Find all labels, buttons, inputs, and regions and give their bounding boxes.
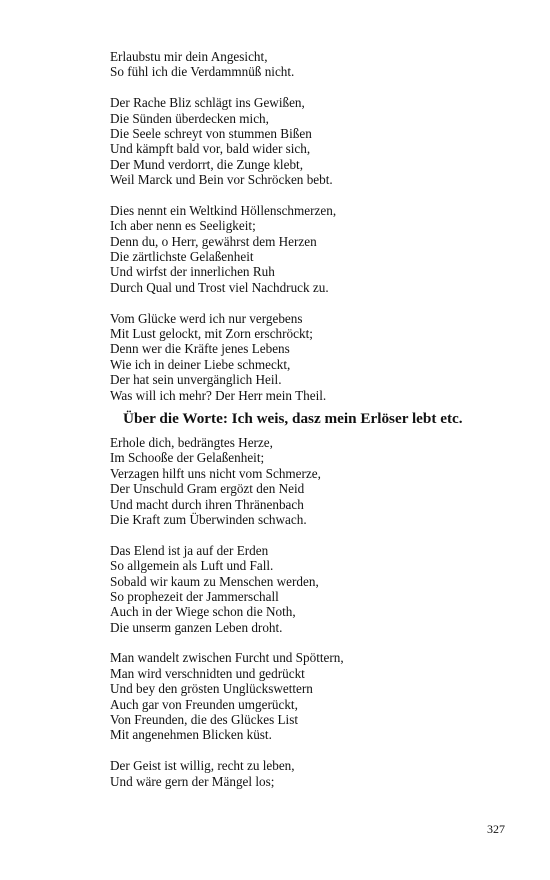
stanza bbox=[110, 650, 530, 742]
verse-line: Das Elend ist ja auf der Erden bbox=[110, 542, 269, 558]
verse-line: Man wandelt zwischen Furcht und Spöttern, bbox=[110, 650, 344, 666]
verse-line: Und wirfst der innerlichen Ruh bbox=[110, 264, 275, 280]
verse-line: Die zärtlichste Gelaßenheit bbox=[110, 249, 254, 265]
verse-line: Weil Marck und Bein vor Schröcken bebt. bbox=[110, 172, 333, 188]
verse-line: Im Schooße der Gelaßenheit; bbox=[110, 450, 265, 466]
stanza bbox=[110, 311, 530, 403]
verse-line: Der Rache Bliz schlägt ins Gewißen, bbox=[110, 95, 305, 111]
stanza-gap bbox=[110, 295, 530, 310]
stanza bbox=[110, 543, 530, 635]
verse-line: Man wird verschnidten und gedrückt bbox=[110, 665, 305, 681]
verse-line: Und bey den grösten Unglückswettern bbox=[110, 681, 313, 697]
verse-line: Durch Qual und Trost viel Nachdruck zu. bbox=[110, 279, 329, 295]
verse-line: Und wäre gern der Mängel los; bbox=[110, 773, 275, 789]
verse-line: Und kämpft bald vor, bald wider sich, bbox=[110, 141, 311, 157]
verse-line: Auch in der Wiege schon die Noth, bbox=[110, 604, 296, 620]
verse-line: Denn wer die Kräfte jenes Lebens bbox=[110, 341, 290, 357]
verse-line: So allgemein als Luft und Fall. bbox=[110, 558, 274, 574]
stanza bbox=[110, 758, 530, 789]
verse-line: Und macht durch ihren Thränenbach bbox=[110, 496, 304, 512]
stanza bbox=[110, 49, 530, 80]
stanza bbox=[110, 95, 530, 187]
stanza-gap bbox=[110, 527, 530, 542]
verse-line: Erhole dich, bedrängtes Herze, bbox=[110, 434, 273, 450]
stanza-gap bbox=[110, 80, 530, 95]
poem-heading: Über die Worte: Ich weis, dasz mein Erlöser lebt etc. bbox=[123, 409, 463, 427]
verse-line: Der Mund verdorrt, die Zunge klebt, bbox=[110, 156, 303, 172]
verse-line: Ich aber nenn es Seeligkeit; bbox=[110, 218, 256, 234]
verse-line: Erlaubstu mir dein Angesicht, bbox=[110, 49, 268, 64]
verse-line: Denn du, o Herr, gewährst dem Herzen bbox=[110, 233, 317, 249]
verse-line: Mit angenehmen Blicken küst. bbox=[110, 727, 272, 743]
verse-line: Verzagen hilft uns nicht vom Schmerze, bbox=[110, 465, 321, 481]
verse-line: Der hat sein unvergänglich Heil. bbox=[110, 372, 282, 388]
verse-line: Wie ich in deiner Liebe schmeckt, bbox=[110, 356, 291, 372]
verse-line: Der Geist ist willig, recht zu leben, bbox=[110, 758, 295, 774]
verse-line: Vom Glücke werd ich nur vergebens bbox=[110, 310, 303, 326]
stanza bbox=[110, 203, 530, 295]
verse-line: Von Freunden, die des Glückes List bbox=[110, 712, 299, 728]
verse-line: Die unserm ganzen Leben droht. bbox=[110, 619, 283, 635]
stanza-gap bbox=[110, 743, 530, 758]
verse-line: Der Unschuld Gram ergözt den Neid bbox=[110, 481, 305, 497]
verse-line: Sobald wir kaum zu Menschen werden, bbox=[110, 573, 319, 589]
page-number: 327 bbox=[487, 822, 505, 836]
verse-line: Mit Lust gelockt, mit Zorn erschröckt; bbox=[110, 326, 313, 342]
verse-line: So prophezeit der Jammerschall bbox=[110, 588, 279, 604]
verse-line: So fühl ich die Verdammnüß nicht. bbox=[110, 64, 295, 80]
verse-line: Die Kraft zum Überwinden schwach. bbox=[110, 511, 307, 527]
poem-text bbox=[110, 49, 530, 789]
stanza-gap bbox=[110, 635, 530, 650]
verse-line: Die Sünden überdecken mich, bbox=[110, 110, 269, 126]
stanza-gap bbox=[110, 188, 530, 203]
verse-line: Die Seele schreyt von stummen Bißen bbox=[110, 125, 312, 141]
verse-line: Was will ich mehr? Der Herr mein Theil. bbox=[110, 387, 327, 403]
verse-line: Auch gar von Freunden umgerückt, bbox=[110, 696, 298, 712]
verse-line: Dies nennt ein Weltkind Höllenschmerzen, bbox=[110, 202, 337, 218]
stanza bbox=[110, 435, 530, 527]
